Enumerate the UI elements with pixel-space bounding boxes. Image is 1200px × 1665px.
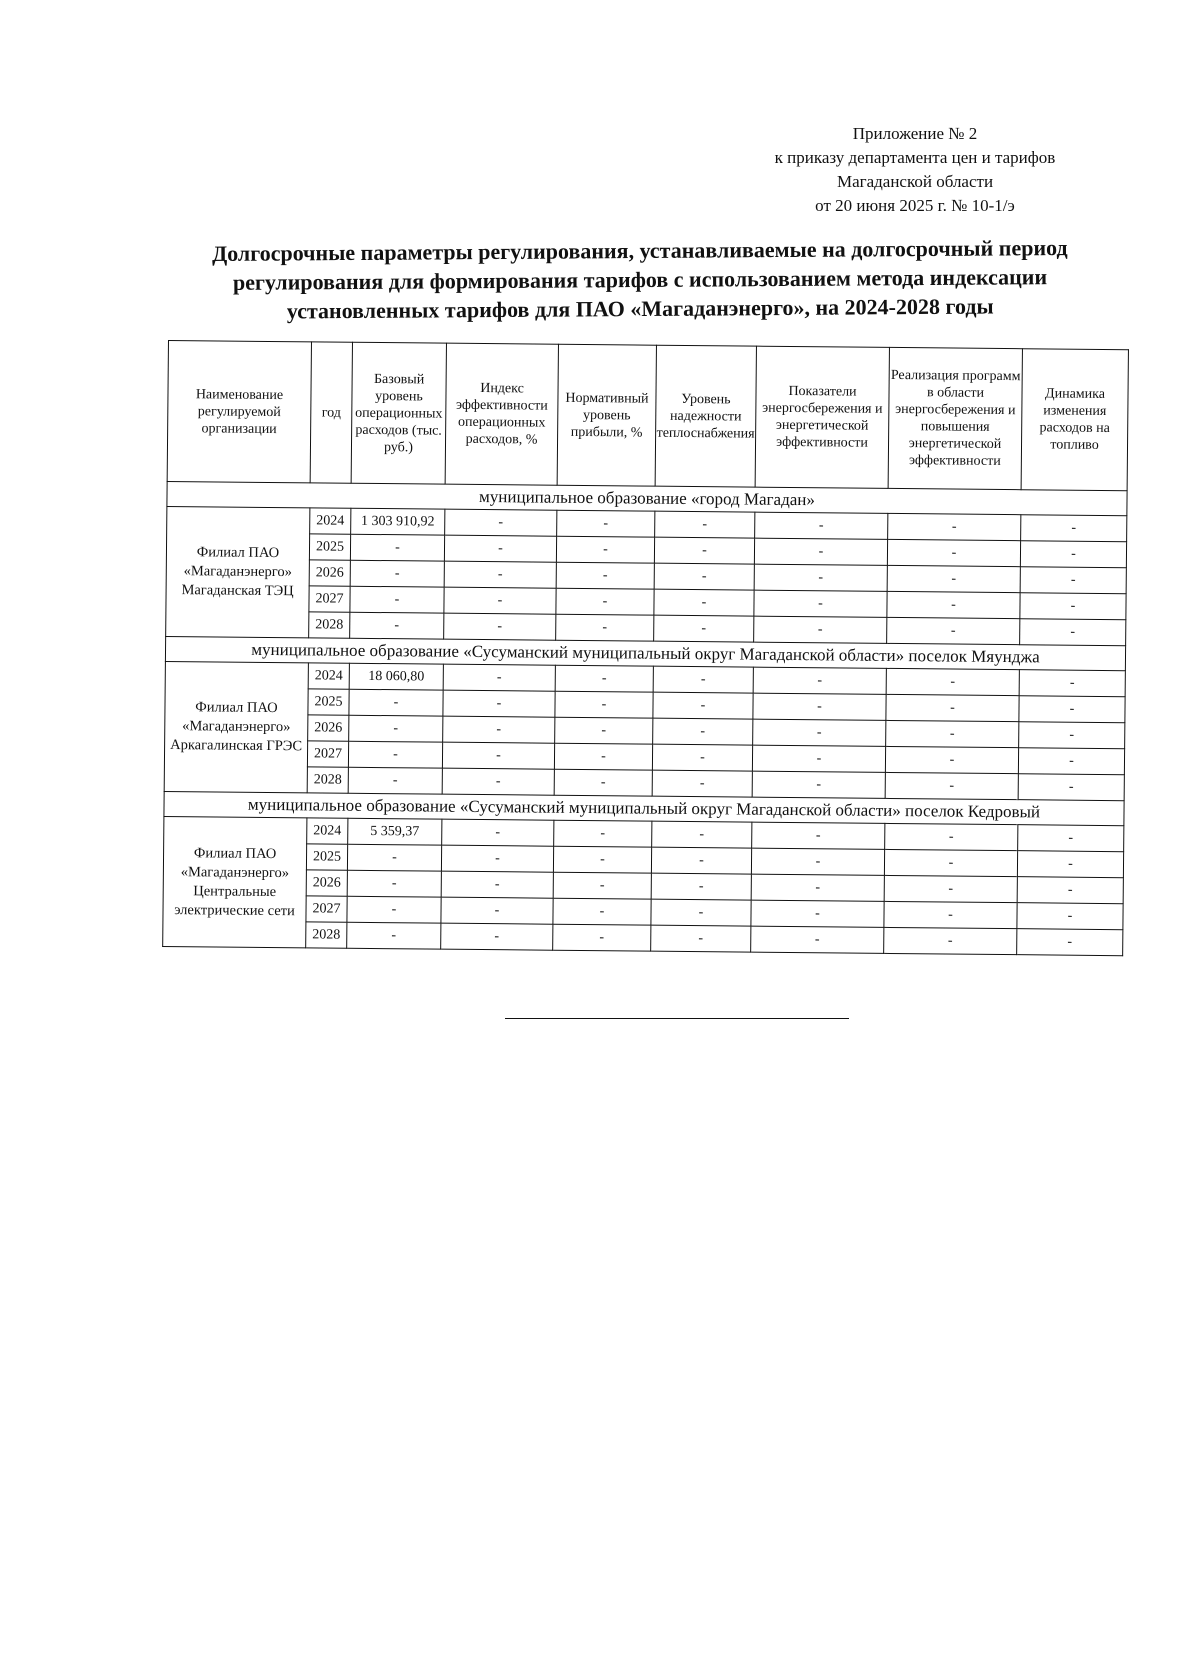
fuel-cost-dynamics-cell: - — [1018, 748, 1124, 775]
energy-saving-indicators-cell: - — [752, 822, 885, 849]
energy-saving-programs-cell: - — [886, 720, 1019, 747]
energy-saving-programs-cell: - — [885, 823, 1018, 850]
year-cell: 2025 — [306, 844, 347, 870]
organization-name: Филиал ПАО «Магаданэнерго» Аркагалинская ГРЭС — [164, 661, 308, 792]
profit-level-cell: - — [557, 510, 655, 537]
appendix-line-2: к приказу департамента цен и тарифов — [774, 148, 1056, 167]
profit-level-cell: - — [553, 898, 651, 925]
fuel-cost-dynamics-cell: - — [1018, 774, 1124, 801]
header-profit-level: Нормативный уровень прибыли, % — [557, 344, 656, 486]
table-header-row — [167, 341, 1128, 491]
fuel-cost-dynamics-cell: - — [1020, 593, 1126, 620]
organization-name: Филиал ПАО «Магаданэнерго» Центральные электрические сети — [163, 816, 307, 947]
year-cell: 2026 — [306, 870, 347, 896]
fuel-cost-dynamics-cell: - — [1020, 541, 1126, 568]
base-opex-cell: 5 359,37 — [348, 818, 442, 845]
reliability-cell: - — [652, 821, 752, 848]
base-opex-cell: - — [347, 922, 441, 949]
energy-saving-programs-cell: - — [884, 901, 1017, 928]
year-cell: 2027 — [306, 896, 347, 922]
year-cell: 2025 — [308, 689, 349, 715]
base-opex-cell: - — [350, 586, 444, 613]
base-opex-cell: - — [347, 896, 441, 923]
year-cell: 2028 — [306, 922, 347, 948]
parameters-table-wrapper — [162, 340, 1129, 956]
efficiency-index-cell: - — [441, 897, 553, 924]
efficiency-index-cell: - — [441, 923, 553, 950]
base-opex-cell: - — [350, 560, 444, 587]
energy-saving-indicators-cell: - — [751, 900, 884, 927]
energy-saving-programs-cell: - — [884, 849, 1017, 876]
fuel-cost-dynamics-cell: - — [1019, 696, 1125, 723]
fuel-cost-dynamics-cell: - — [1020, 619, 1126, 646]
reliability-cell: - — [651, 925, 751, 952]
profit-level-cell: - — [556, 536, 654, 563]
energy-saving-indicators-cell: - — [753, 693, 886, 720]
header-base-opex: Базовый уровень операционных расходов (тыс. руб.) — [351, 342, 446, 484]
title-line-2: регулирования для формирования тарифов с использованием метода индексации — [232, 264, 1048, 295]
base-opex-cell: - — [348, 767, 442, 794]
closing-line — [505, 1018, 849, 1019]
appendix-note — [735, 122, 1095, 218]
header-year: год — [310, 342, 352, 483]
reliability-cell: - — [652, 770, 752, 797]
base-opex-cell: - — [349, 715, 443, 742]
energy-saving-programs-cell: - — [887, 591, 1020, 618]
profit-level-cell: - — [554, 820, 652, 847]
reliability-cell: - — [654, 615, 754, 642]
base-opex-cell: - — [349, 689, 443, 716]
reliability-cell: - — [651, 899, 751, 926]
year-cell: 2024 — [308, 663, 349, 689]
efficiency-index-cell: - — [444, 561, 556, 588]
energy-saving-programs-cell: - — [886, 668, 1019, 695]
section-title: муниципальное образование «Сусуманский муниципальный округ Магаданской области» поселок Мяунджа — [165, 636, 1125, 670]
reliability-cell: - — [651, 847, 751, 874]
profit-level-cell: - — [555, 717, 653, 744]
header-organization: Наименование регулируемой организации — [167, 341, 311, 483]
appendix-line-1: Приложение № 2 — [852, 124, 978, 143]
parameters-table — [162, 340, 1129, 956]
energy-saving-programs-cell: - — [888, 513, 1021, 540]
fuel-cost-dynamics-cell: - — [1017, 903, 1123, 930]
efficiency-index-cell: - — [441, 845, 553, 872]
efficiency-index-cell: - — [442, 819, 554, 846]
efficiency-index-cell: - — [444, 613, 556, 640]
reliability-cell: - — [653, 718, 753, 745]
profit-level-cell: - — [556, 614, 654, 641]
reliability-cell: - — [655, 511, 755, 538]
energy-saving-indicators-cell: - — [753, 667, 886, 694]
reliability-cell: - — [653, 692, 753, 719]
table-body — [163, 481, 1127, 955]
header-fuel-cost-dynamics: Динамика изменения расходов на топливо — [1021, 349, 1128, 491]
efficiency-index-cell: - — [441, 871, 553, 898]
efficiency-index-cell: - — [445, 509, 557, 536]
year-cell: 2028 — [307, 767, 348, 793]
year-cell: 2024 — [310, 508, 351, 534]
reliability-cell: - — [654, 537, 754, 564]
energy-saving-indicators-cell: - — [754, 564, 887, 591]
appendix-line-4: от 20 июня 2025 г. № 10-1/э — [815, 196, 1015, 215]
energy-saving-programs-cell: - — [887, 617, 1020, 644]
profit-level-cell: - — [553, 846, 651, 873]
reliability-cell: - — [654, 589, 754, 616]
year-cell: 2026 — [308, 715, 349, 741]
base-opex-cell: - — [350, 612, 444, 639]
header-energy-saving-programs: Реализация программ в области энергосбережения и повышения энергетической эффективности — [888, 347, 1022, 489]
energy-saving-indicators-cell: - — [754, 590, 887, 617]
fuel-cost-dynamics-cell: - — [1019, 670, 1125, 697]
section-title: муниципальное образование «Сусуманский муниципальный округ Магаданской области» поселок Кедровый — [164, 791, 1124, 825]
fuel-cost-dynamics-cell: - — [1017, 851, 1123, 878]
title-line-1: Долгосрочные параметры регулирования, устанавливаемые на долгосрочный период — [211, 235, 1068, 266]
profit-level-cell: - — [555, 691, 653, 718]
energy-saving-indicators-cell: - — [751, 926, 884, 953]
profit-level-cell: - — [556, 562, 654, 589]
profit-level-cell: - — [554, 769, 652, 796]
section-title: муниципальное образование «город Магадан» — [167, 481, 1127, 515]
efficiency-index-cell: - — [442, 742, 554, 769]
energy-saving-programs-cell: - — [886, 694, 1019, 721]
energy-saving-programs-cell: - — [884, 875, 1017, 902]
year-cell: 2027 — [309, 586, 350, 612]
profit-level-cell: - — [553, 924, 651, 951]
base-opex-cell: - — [347, 844, 441, 871]
profit-level-cell: - — [555, 665, 653, 692]
energy-saving-indicators-cell: - — [752, 745, 885, 772]
efficiency-index-cell: - — [443, 690, 555, 717]
energy-saving-programs-cell: - — [887, 565, 1020, 592]
efficiency-index-cell: - — [442, 768, 554, 795]
energy-saving-indicators-cell: - — [754, 616, 887, 643]
reliability-cell: - — [652, 744, 752, 771]
organization-name: Филиал ПАО «Магаданэнерго» Магаданская ТЭЦ — [166, 506, 310, 637]
energy-saving-programs-cell: - — [885, 772, 1018, 799]
efficiency-index-cell: - — [443, 664, 555, 691]
base-opex-cell: 18 060,80 — [349, 663, 443, 690]
fuel-cost-dynamics-cell: - — [1021, 515, 1127, 542]
energy-saving-programs-cell: - — [885, 746, 1018, 773]
profit-level-cell: - — [554, 743, 652, 770]
efficiency-index-cell: - — [444, 587, 556, 614]
year-cell: 2027 — [307, 741, 348, 767]
energy-saving-indicators-cell: - — [752, 771, 885, 798]
profit-level-cell: - — [556, 588, 654, 615]
efficiency-index-cell: - — [443, 716, 555, 743]
year-cell: 2025 — [309, 534, 350, 560]
fuel-cost-dynamics-cell: - — [1017, 877, 1123, 904]
document-title — [160, 233, 1121, 327]
fuel-cost-dynamics-cell: - — [1020, 567, 1126, 594]
base-opex-cell: - — [348, 741, 442, 768]
base-opex-cell: - — [347, 870, 441, 897]
title-line-3: установленных тарифов для ПАО «Магаданэнерго», на 2024-2028 годы — [286, 293, 994, 324]
header-reliability: Уровень надежности теплоснабжения — [655, 345, 756, 487]
fuel-cost-dynamics-cell: - — [1019, 722, 1125, 749]
energy-saving-indicators-cell: - — [753, 719, 886, 746]
energy-saving-programs-cell: - — [887, 539, 1020, 566]
fuel-cost-dynamics-cell: - — [1018, 825, 1124, 852]
year-cell: 2026 — [309, 560, 350, 586]
reliability-cell: - — [651, 873, 751, 900]
reliability-cell: - — [653, 666, 753, 693]
base-opex-cell: - — [350, 534, 444, 561]
fuel-cost-dynamics-cell: - — [1017, 929, 1123, 956]
reliability-cell: - — [654, 563, 754, 590]
header-energy-saving-indicators: Показатели энергосбережения и энергетической эффективности — [755, 346, 889, 488]
energy-saving-indicators-cell: - — [754, 538, 887, 565]
energy-saving-programs-cell: - — [884, 927, 1017, 954]
energy-saving-indicators-cell: - — [751, 848, 884, 875]
energy-saving-indicators-cell: - — [755, 512, 888, 539]
header-efficiency-index: Индекс эффективности операционных расходов, % — [445, 343, 558, 485]
efficiency-index-cell: - — [444, 535, 556, 562]
year-cell: 2028 — [309, 612, 350, 638]
base-opex-cell: 1 303 910,92 — [351, 508, 445, 535]
profit-level-cell: - — [553, 872, 651, 899]
year-cell: 2024 — [307, 818, 348, 844]
energy-saving-indicators-cell: - — [751, 874, 884, 901]
appendix-line-3: Магаданской области — [836, 172, 994, 191]
